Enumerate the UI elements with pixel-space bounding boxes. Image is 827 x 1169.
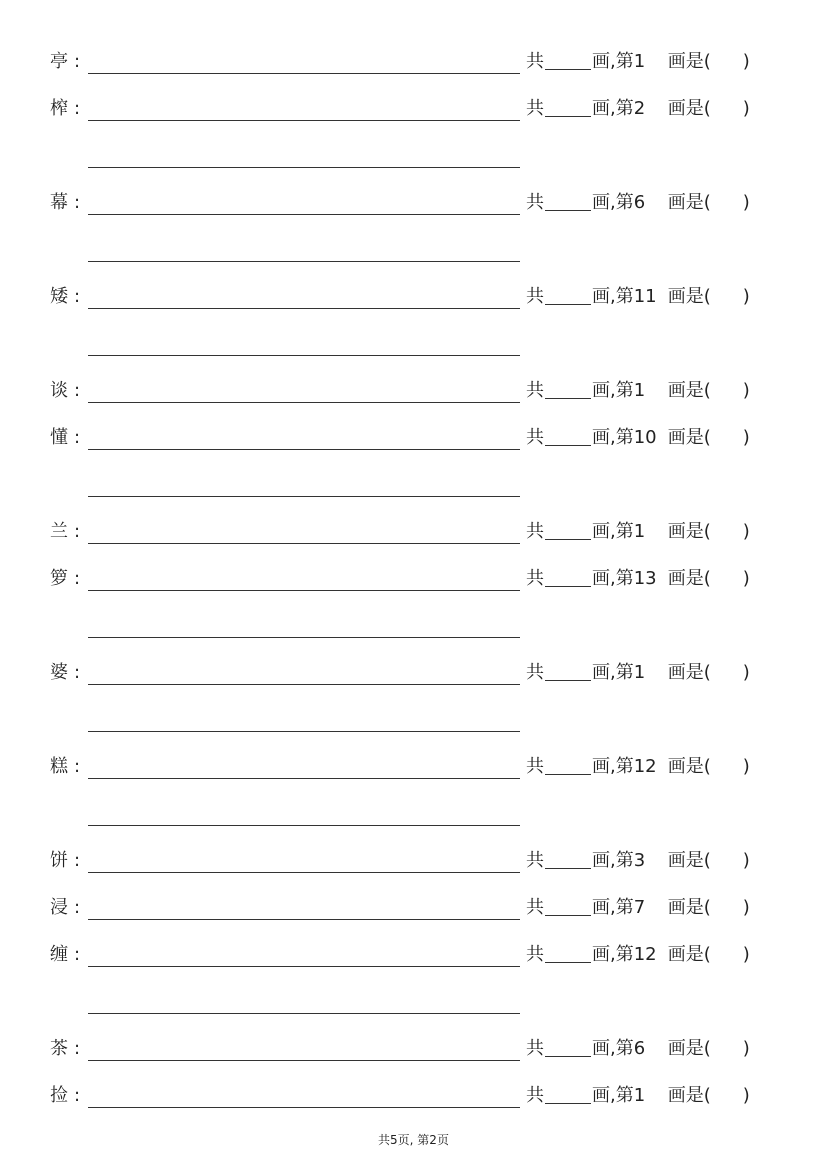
- stroke-number: 10: [633, 427, 657, 448]
- colon-label: :: [74, 51, 81, 72]
- close-paren-label: ): [742, 192, 750, 213]
- strokes-unit-label: 画,第: [592, 51, 634, 72]
- page-footer: 共5页, 第2页: [378, 1133, 449, 1147]
- stroke-is-label: 画是(: [667, 427, 711, 448]
- strokes-unit-label: 画,第: [592, 944, 634, 965]
- target-character: 糕: [50, 756, 68, 777]
- stroke-question-row: [0, 1084, 827, 1114]
- colon-label: :: [74, 944, 81, 965]
- target-character: 捡: [50, 1085, 68, 1106]
- total-label: 共: [526, 944, 544, 965]
- colon-label: :: [74, 897, 81, 918]
- extra-writing-line[interactable]: [88, 496, 520, 497]
- stroke-count-blank[interactable]: [545, 380, 591, 399]
- stroke-number: 7: [633, 897, 646, 918]
- stroke-question-row: [0, 1037, 827, 1067]
- strokes-unit-label: 画,第: [592, 756, 634, 777]
- stroke-question-row: [0, 896, 827, 926]
- extra-writing-line[interactable]: [88, 1013, 520, 1014]
- strokes-unit-label: 画,第: [592, 380, 634, 401]
- colon-label: :: [74, 1085, 81, 1106]
- stroke-count-blank[interactable]: [545, 1085, 591, 1104]
- strokes-unit-label: 画,第: [592, 286, 634, 307]
- colon-label: :: [74, 380, 81, 401]
- extra-writing-line[interactable]: [88, 355, 520, 356]
- extra-writing-line[interactable]: [88, 825, 520, 826]
- stroke-order-writing-line[interactable]: [88, 449, 520, 450]
- stroke-is-label: 画是(: [667, 756, 711, 777]
- stroke-count-blank[interactable]: [545, 51, 591, 70]
- close-paren-label: ): [742, 568, 750, 589]
- stroke-order-writing-line[interactable]: [88, 543, 520, 544]
- stroke-question-row: [0, 661, 827, 691]
- stroke-number: 1: [633, 1085, 646, 1106]
- strokes-unit-label: 画,第: [592, 521, 634, 542]
- stroke-is-label: 画是(: [667, 98, 711, 119]
- stroke-count-question: [526, 427, 750, 449]
- stroke-count-blank[interactable]: [545, 897, 591, 916]
- stroke-order-writing-line[interactable]: [88, 120, 520, 121]
- stroke-count-question: [526, 521, 750, 543]
- stroke-count-question: [526, 192, 750, 214]
- close-paren-label: ): [742, 944, 750, 965]
- total-label: 共: [526, 850, 544, 871]
- stroke-question-row: [0, 567, 827, 597]
- total-label: 共: [526, 1038, 544, 1059]
- stroke-count-question: [526, 1085, 750, 1107]
- target-character: 矮: [50, 286, 68, 307]
- stroke-is-label: 画是(: [667, 192, 711, 213]
- stroke-is-label: 画是(: [667, 568, 711, 589]
- close-paren-label: ): [742, 286, 750, 307]
- stroke-question-row: [0, 849, 827, 879]
- stroke-order-writing-line[interactable]: [88, 966, 520, 967]
- stroke-question-row: [0, 379, 827, 409]
- stroke-order-writing-line[interactable]: [88, 778, 520, 779]
- colon-label: :: [74, 192, 81, 213]
- stroke-is-label: 画是(: [667, 380, 711, 401]
- stroke-count-blank[interactable]: [545, 850, 591, 869]
- target-character: 缠: [50, 944, 68, 965]
- stroke-is-label: 画是(: [667, 897, 711, 918]
- stroke-order-writing-line[interactable]: [88, 214, 520, 215]
- target-character: 幕: [50, 192, 68, 213]
- close-paren-label: ): [742, 51, 750, 72]
- colon-label: :: [74, 521, 81, 542]
- stroke-count-blank[interactable]: [545, 944, 591, 963]
- total-label: 共: [526, 1085, 544, 1106]
- stroke-question-row: [0, 520, 827, 550]
- stroke-count-question: [526, 944, 750, 966]
- total-label: 共: [526, 380, 544, 401]
- strokes-unit-label: 画,第: [592, 1038, 634, 1059]
- total-label: 共: [526, 897, 544, 918]
- target-character: 浸: [50, 897, 68, 918]
- stroke-number: 3: [633, 850, 646, 871]
- stroke-number: 1: [633, 51, 646, 72]
- stroke-count-question: [526, 756, 750, 778]
- colon-label: :: [74, 427, 81, 448]
- stroke-question-row: [0, 943, 827, 973]
- target-character: 亭: [50, 51, 68, 72]
- strokes-unit-label: 画,第: [592, 850, 634, 871]
- strokes-unit-label: 画,第: [592, 568, 634, 589]
- total-label: 共: [526, 192, 544, 213]
- stroke-count-blank[interactable]: [545, 427, 591, 446]
- stroke-is-label: 画是(: [667, 521, 711, 542]
- stroke-count-blank[interactable]: [545, 1038, 591, 1057]
- stroke-number: 6: [633, 1038, 646, 1059]
- strokes-unit-label: 画,第: [592, 897, 634, 918]
- stroke-question-row: [0, 755, 827, 785]
- target-character: 兰: [50, 521, 68, 542]
- stroke-count-question: [526, 286, 750, 308]
- stroke-question-row: [0, 191, 827, 221]
- total-label: 共: [526, 568, 544, 589]
- stroke-number: 1: [633, 521, 646, 542]
- stroke-count-blank[interactable]: [545, 568, 591, 587]
- stroke-count-question: [526, 98, 750, 120]
- extra-writing-line[interactable]: [88, 731, 520, 732]
- stroke-order-writing-line[interactable]: [88, 402, 520, 403]
- stroke-order-writing-line[interactable]: [88, 872, 520, 873]
- stroke-count-question: [526, 568, 750, 590]
- stroke-question-row: [0, 285, 827, 315]
- total-label: 共: [526, 51, 544, 72]
- stroke-is-label: 画是(: [667, 1038, 711, 1059]
- stroke-order-writing-line[interactable]: [88, 684, 520, 685]
- stroke-is-label: 画是(: [667, 1085, 711, 1106]
- strokes-unit-label: 画,第: [592, 1085, 634, 1106]
- stroke-number: 12: [633, 756, 657, 777]
- stroke-count-blank[interactable]: [545, 756, 591, 775]
- total-label: 共: [526, 756, 544, 777]
- total-label: 共: [526, 662, 544, 683]
- stroke-count-blank[interactable]: [545, 662, 591, 681]
- colon-label: :: [74, 662, 81, 683]
- close-paren-label: ): [742, 1038, 750, 1059]
- target-character: 婆: [50, 662, 68, 683]
- target-character: 饼: [50, 850, 68, 871]
- strokes-unit-label: 画,第: [592, 662, 634, 683]
- total-label: 共: [526, 286, 544, 307]
- stroke-number: 6: [633, 192, 646, 213]
- stroke-number: 1: [633, 380, 646, 401]
- stroke-is-label: 画是(: [667, 51, 711, 72]
- close-paren-label: ): [742, 427, 750, 448]
- stroke-is-label: 画是(: [667, 286, 711, 307]
- total-label: 共: [526, 98, 544, 119]
- stroke-count-question: [526, 380, 750, 402]
- extra-writing-line[interactable]: [88, 261, 520, 262]
- stroke-count-blank[interactable]: [545, 286, 591, 305]
- stroke-number: 2: [633, 98, 646, 119]
- stroke-order-writing-line[interactable]: [88, 308, 520, 309]
- strokes-unit-label: 画,第: [592, 192, 634, 213]
- colon-label: :: [74, 98, 81, 119]
- stroke-order-writing-line[interactable]: [88, 919, 520, 920]
- stroke-count-question: [526, 1038, 750, 1060]
- close-paren-label: ): [742, 98, 750, 119]
- strokes-unit-label: 画,第: [592, 427, 634, 448]
- target-character: 榨: [50, 98, 68, 119]
- close-paren-label: ): [742, 1085, 750, 1106]
- stroke-count-blank[interactable]: [545, 98, 591, 117]
- total-label: 共: [526, 427, 544, 448]
- target-character: 懂: [50, 427, 68, 448]
- close-paren-label: ): [742, 380, 750, 401]
- total-label: 共: [526, 521, 544, 542]
- target-character: 箩: [50, 568, 68, 589]
- close-paren-label: ): [742, 662, 750, 683]
- close-paren-label: ): [742, 521, 750, 542]
- close-paren-label: ): [742, 897, 750, 918]
- stroke-count-blank[interactable]: [545, 521, 591, 540]
- stroke-order-writing-line[interactable]: [88, 590, 520, 591]
- colon-label: :: [74, 1038, 81, 1059]
- stroke-number: 11: [633, 286, 657, 307]
- stroke-number: 12: [633, 944, 657, 965]
- colon-label: :: [74, 850, 81, 871]
- stroke-order-writing-line[interactable]: [88, 73, 520, 74]
- close-paren-label: ): [742, 756, 750, 777]
- stroke-number: 13: [633, 568, 657, 589]
- stroke-question-row: [0, 426, 827, 456]
- stroke-question-row: [0, 97, 827, 127]
- strokes-unit-label: 画,第: [592, 98, 634, 119]
- close-paren-label: ): [742, 850, 750, 871]
- colon-label: :: [74, 756, 81, 777]
- stroke-count-question: [526, 662, 750, 684]
- stroke-order-writing-line[interactable]: [88, 1107, 520, 1108]
- stroke-order-writing-line[interactable]: [88, 1060, 520, 1061]
- colon-label: :: [74, 568, 81, 589]
- stroke-count-blank[interactable]: [545, 192, 591, 211]
- stroke-count-question: [526, 51, 750, 73]
- stroke-number: 1: [633, 662, 646, 683]
- target-character: 谈: [50, 380, 68, 401]
- stroke-is-label: 画是(: [667, 850, 711, 871]
- colon-label: :: [74, 286, 81, 307]
- target-character: 茶: [50, 1038, 68, 1059]
- stroke-is-label: 画是(: [667, 662, 711, 683]
- stroke-count-question: [526, 850, 750, 872]
- stroke-question-row: [0, 50, 827, 80]
- extra-writing-line[interactable]: [88, 637, 520, 638]
- extra-writing-line[interactable]: [88, 167, 520, 168]
- stroke-is-label: 画是(: [667, 944, 711, 965]
- stroke-count-question: [526, 897, 750, 919]
